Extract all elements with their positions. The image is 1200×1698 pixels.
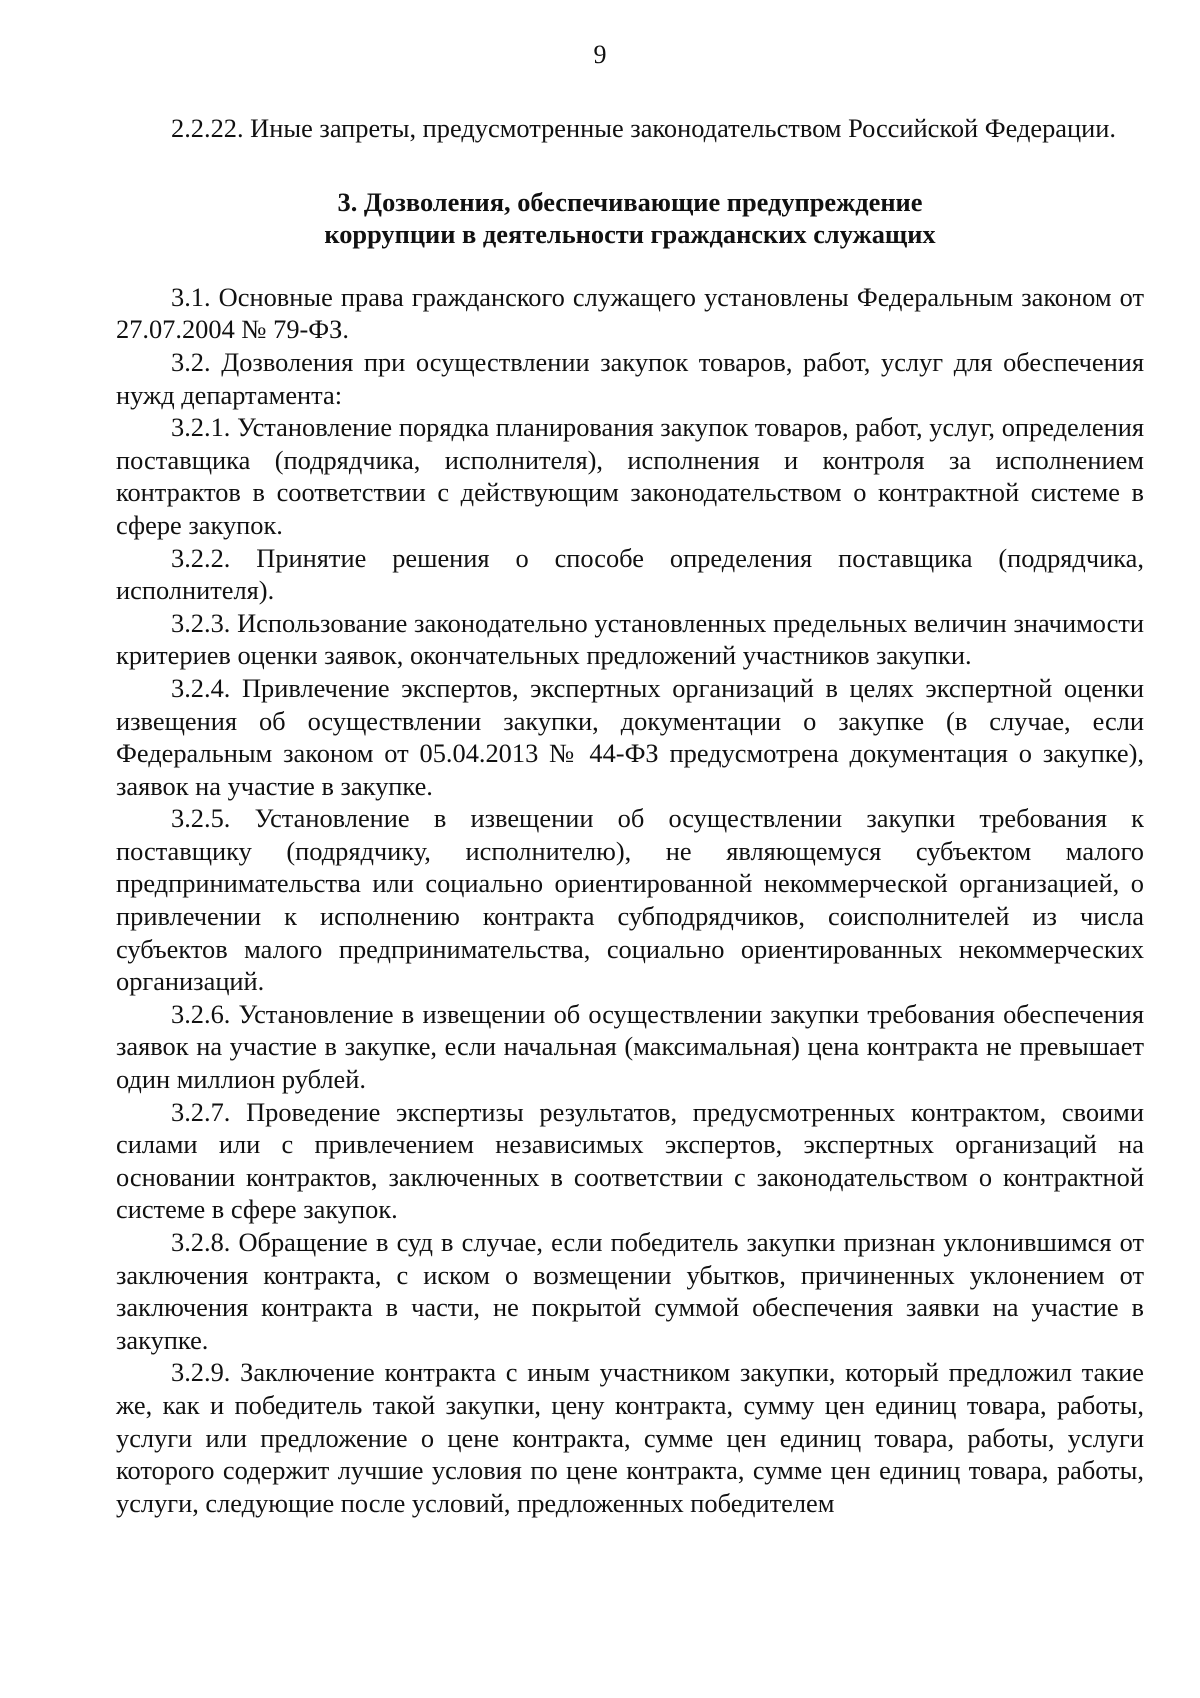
paragraph-3-2-5: 3.2.5. Установление в извещении об осуществлении закупки требования к поставщику (подрядчику, исполнителю), не являющемуся субъектом малого предпринимательства или социально ориентированной некоммерческой организацией, о привлечении к исполнению контракта субподрядчиков, соисполнителей из числа субъектов малого предпринимательства, социально ориентированных некоммерческих организаций.: [116, 803, 1144, 997]
paragraph-3-2-3: 3.2.3. Использование законодательно установленных предельных величин значимости критериев оценки заявок, окончательных предложений участников закупки.: [116, 607, 1144, 671]
document-body: [116, 112, 1144, 1519]
paragraph-3-2-1: 3.2.1. Установление порядка планирования закупок товаров, работ, услуг, определения поставщика (подрядчика, исполнителя), исполнения и контроля за исполнением контрактов в соответствии с действующим законодательством о контрактной системе в сфере закупок.: [116, 412, 1144, 540]
paragraph-3-2-9: 3.2.9. Заключение контракта с иным участником закупки, который предложил такие же, как и победитель такой закупки, цену контракта, сумму цен единиц товара, работы, услуги или предложение о цене контракта, сумме цен единиц товара, работы, услуги которого содержит лучшие условия по цене контракта, сумме цен единиц товара, работы, услуги, следующие после условий, предложенных победителем: [116, 1357, 1144, 1518]
section-heading: [116, 186, 1144, 251]
paragraph-3-2-4: 3.2.4. Привлечение экспертов, экспертных организаций в целях экспертной оценки извещения об осуществлении закупки, документации о закупке (в случае, если Федеральным законом от 05.04.2013 № 44-ФЗ предусмотрена документация о закупке), заявок на участие в закупке.: [116, 672, 1144, 801]
paragraph-2-2-22: 2.2.22. Иные запреты, предусмотренные законодательством Российской Федерации.: [171, 113, 1116, 143]
section-heading-line-2: коррупции в деятельности гражданских служащих: [324, 219, 936, 250]
paragraph-3-2-2: 3.2.2. Принятие решения о способе определения поставщика (подрядчика, исполнителя).: [116, 542, 1144, 606]
section-heading-line-1: 3. Дозволения, обеспечивающие предупреждение: [337, 186, 923, 217]
paragraph-3-2-6: 3.2.6. Установление в извещении об осуществлении закупки требования обеспечения заявок на участие в закупке, если начальная (максимальная) цена контракта не превышает один миллион рублей.: [116, 998, 1144, 1095]
paragraph-3-1: 3.1. Основные права гражданского служащего установлены Федеральным законом от 27.07.2004 № 79-ФЗ.: [116, 281, 1144, 345]
paragraph-3-2: 3.2. Дозволения при осуществлении закупок товаров, работ, услуг для обеспечения нужд департамента:: [116, 346, 1144, 410]
paragraph-3-2-8: 3.2.8. Обращение в суд в случае, если победитель закупки признан уклонившимся от заключения контракта, с иском о возмещении убытков, причиненных уклонением от заключения контракта в части, не покрытой суммой обеспечения заявки на участие в закупке.: [116, 1227, 1144, 1355]
paragraph-3-2-7: 3.2.7. Проведение экспертизы результатов, предусмотренных контрактом, своими силами или с привлечением независимых экспертов, экспертных организаций на основании контрактов, заключенных в соответствии с законодательством о контрактной системе в сфере закупок.: [116, 1096, 1144, 1225]
page-number: 9: [593, 40, 607, 69]
